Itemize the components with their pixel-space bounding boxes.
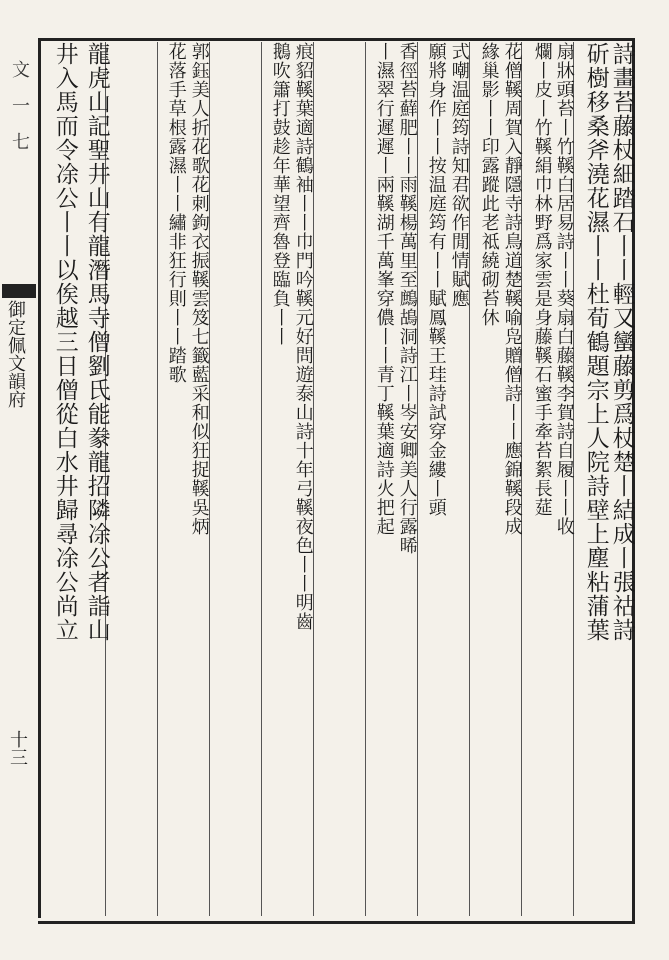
text-column-7: 式嘲温庭筠詩知君欲作閒情賦應 <box>448 42 470 308</box>
text-column-11: 痕貂鞵葉適詩鶴袖丨丨巾門吟鞵元好問遊泰山詩十年弓鞵夜色丨丨明齒 <box>292 42 314 631</box>
text-column-8: 願將身作丨丨按温庭筠有丨丨賦鳳鞵王珪詩試穿金縷丨頭 <box>425 42 447 517</box>
text-column-4: 爛丨皮丨竹鞵絹巾林野爲家雲是身藤鞵石蜜手牽苔絮長莚 <box>531 42 553 517</box>
text-column-3: 扇牀頭苔丨竹鞵白居易詩丨丨葵扇白藤鞵李賀詩自履丨丨收 <box>553 42 575 536</box>
fishtail-mark <box>2 284 36 298</box>
text-column-16: 井入馬而令凃公丨丨以俟越三日僧從白水井歸尋凃公尚立 <box>51 42 78 642</box>
page-margin <box>0 38 41 918</box>
column-divider <box>157 42 158 916</box>
text-column-5: 花僧鞵周賀入靜隱寺詩鳥道楚鞵喻凫贈僧詩丨丨應錦鞵段成 <box>501 42 523 536</box>
book-title: 御定佩文韻府 <box>5 300 26 408</box>
page-number: 十三 <box>7 730 28 766</box>
text-column-6: 緣巢影丨丨印露蹤此老祗繞砌苔休 <box>478 42 500 327</box>
column-divider <box>365 42 366 916</box>
text-column-12: 鵝吹簫打鼓趁年華望齊魯登臨負丨丨 <box>269 42 291 346</box>
text-column-2: 斫樹移桑斧澆花濕丨丨杜荀鶴題宗上人院詩壁上塵粘蒲葉 <box>582 42 609 642</box>
text-column-15: 龍虎山記聖井山有龍潛馬寺僧劉氏能豢龍招隣凃公者詣山 <box>83 42 110 642</box>
text-column-14: 花落手草根露濕丨丨繡非狂行則丨丨踏歌 <box>165 42 187 384</box>
text-column-9: 香徑苔蘚肥丨丨雨鞵楊萬里至鷓鴣洞詩江丨岑安卿美人行露晞 <box>396 42 418 555</box>
text-column-10: 丨濕翠行遲遲丨兩鞵湖千萬峯穿儂丨丨青丁鞵葉適詩火把起 <box>373 42 395 536</box>
text-column-1: 詩畫苔藤杖細踏石丨丨輕又蠻藤剪爲杖楚丨結成丨張祜詩 <box>608 42 635 642</box>
text-column-13: 郭鈺美人折花歌花刺鉤衣振鞵雲笈七籤藍采和似狂捉鞵吳炳 <box>188 42 210 536</box>
margin-top-label: 文 一 七 <box>9 60 30 150</box>
column-divider <box>261 42 262 916</box>
